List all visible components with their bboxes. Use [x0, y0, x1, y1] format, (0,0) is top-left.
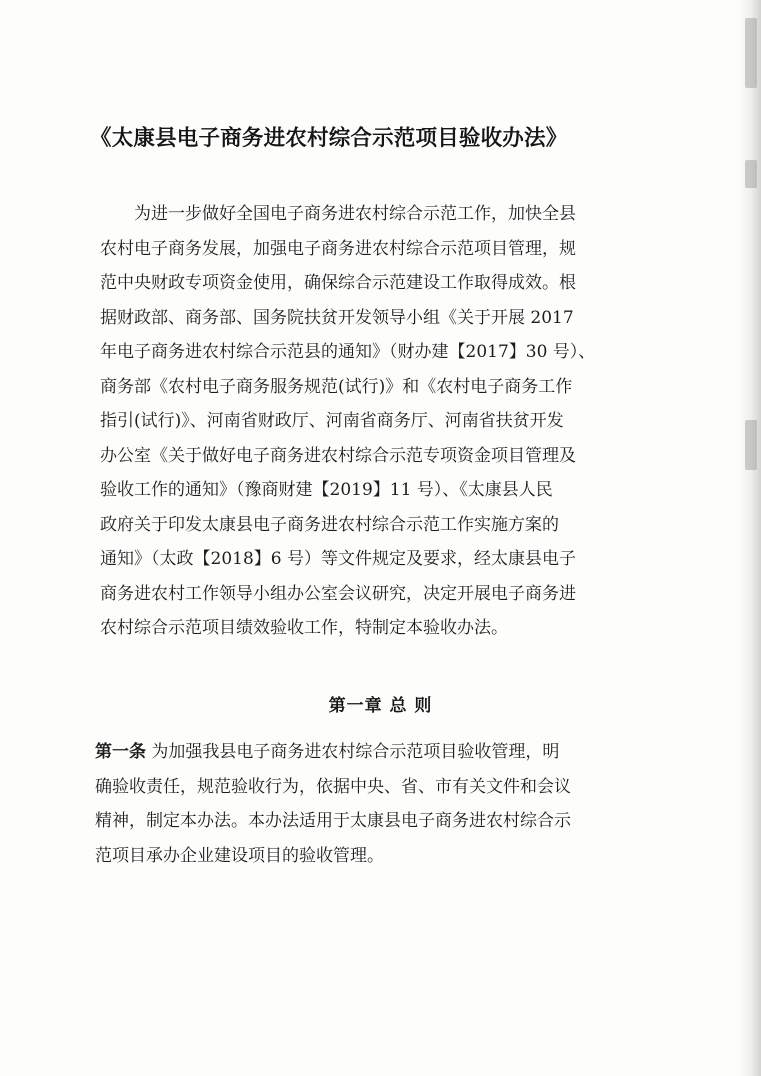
text-line: 为进一步做好全国电子商务进农村综合示范工作，加快全县 [134, 204, 576, 224]
intro-paragraph [100, 197, 660, 646]
text-line: 商务部《农村电子商务服务规范(试行)》和《农村电子商务工作 [100, 376, 573, 397]
article-1 [95, 735, 665, 873]
text-line: 精神，制定本办法。本办法适用于太康县电子商务进农村综合示 [95, 811, 571, 831]
text-line: 据财政部、商务部、国务院扶贫开发领导小组《关于开展 2017 [100, 307, 574, 328]
text-line: 农村综合示范项目绩效验收工作，特制定本验收办法。 [100, 618, 508, 638]
text-line: 验收工作的通知》（豫商财建【2019】11 号）、《太康县人民 [100, 480, 553, 500]
article-label: 第一条 [95, 742, 146, 762]
text-line: 范中央财政专项资金使用，确保综合示范建设工作取得成效。根 [100, 273, 576, 293]
text-line: 范项目承办企业建设项目的验收管理。 [95, 845, 384, 866]
text-line: 商务进农村工作领导小组办公室会议研究，决定开展电子商务进 [100, 583, 576, 604]
scan-edge-mark [745, 160, 757, 188]
chapter-heading: 第一章 总 则 [328, 696, 433, 716]
article-first-line [95, 735, 665, 770]
text-line: 通知》（太政【2018】6 号）等文件规定及要求，经太康县电子 [100, 549, 576, 569]
text-line: 办公室《关于做好电子商务进农村综合示范专项资金项目管理及 [100, 445, 576, 466]
text-line: 年电子商务进农村综合示范县的通知》（财办建【2017】30 号）、 [100, 342, 596, 362]
text-line: 农村电子商务发展，加强电子商务进农村综合示范项目管理，规 [100, 238, 576, 259]
scan-edge-mark [745, 18, 757, 88]
scan-edge-mark [745, 420, 757, 470]
article-text: 为加强我县电子商务进农村综合示范项目验收管理，明 [151, 742, 560, 762]
text-line: 政府关于印发太康县电子商务进农村综合示范工作实施方案的 [100, 514, 559, 535]
text-line: 指引(试行)》、河南省财政厅、河南省商务厅、河南省扶贫开发 [100, 411, 564, 431]
document-title: 《太康县电子商务进农村综合示范项目验收办法》 [90, 126, 568, 151]
text-line: 确验收责任，规范验收行为，依据中央、省、市有关文件和会议 [95, 776, 571, 797]
